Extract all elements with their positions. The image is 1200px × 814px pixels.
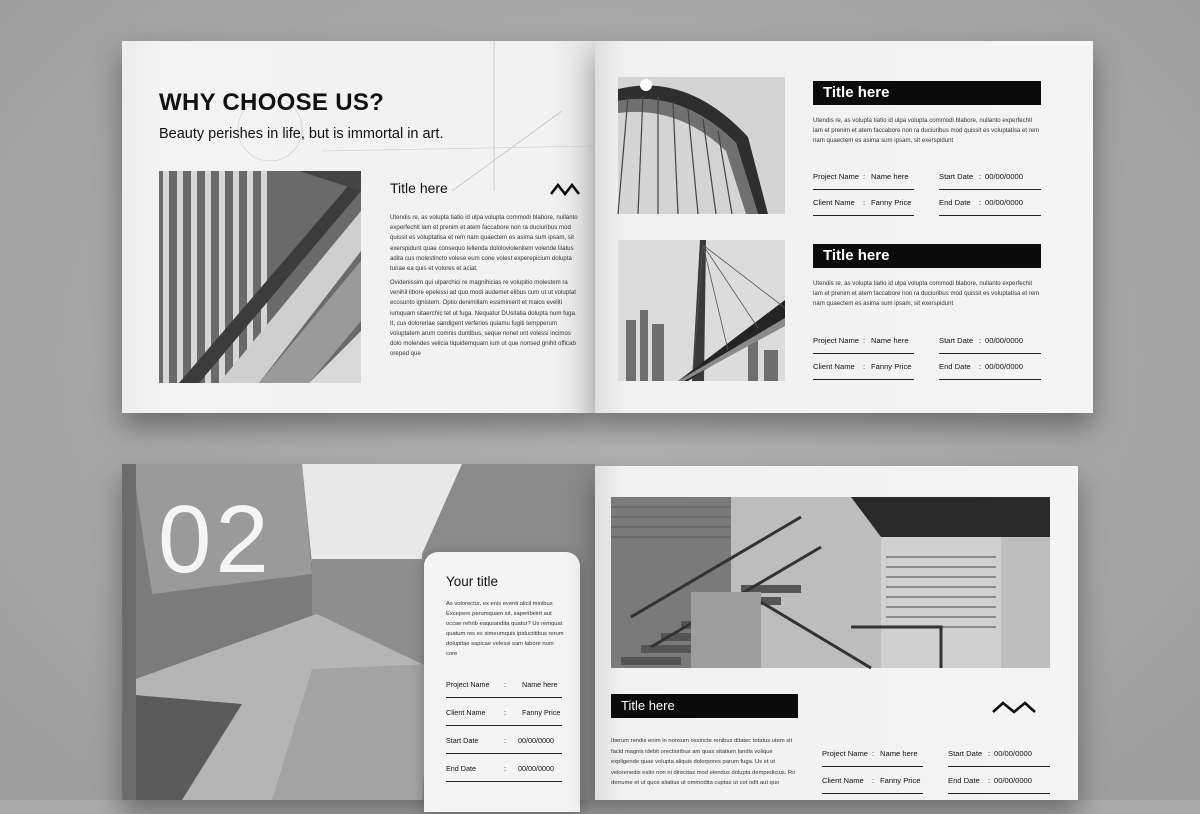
start-date-label: Start Date <box>446 736 479 745</box>
client-name-label: Client Name <box>813 198 855 207</box>
card-title: Your title <box>446 574 499 589</box>
section-paragraph-1: Utendis re, as volupta tiatio id ulpa volupta commodi blabore, nullanto experfechit lam et prenim et atem faccabore non ra duciuribus mod quissit es voluptatisa et rem nam quaectem es asima sum ipsam, sit exerspidunt quae consequo tellenda dololoviolenitem volende lilatus adita cus molestincto volese eum cone volest experepicium dolupta turiae ea quis et volores et aciat. <box>390 214 578 273</box>
client-name-label: Client Name <box>446 708 486 717</box>
card-meta: Project Name : Name here Client Name : Fanny Price Start Date : 00/00/0000 End Date : 00/00/0000 <box>446 674 562 814</box>
spread1-left-page <box>122 41 595 413</box>
zigzag-logo-icon <box>992 700 1036 714</box>
project-name-value: Name here <box>880 749 918 758</box>
section-title-bar: Title here <box>611 694 798 718</box>
client-name-label: Client Name <box>813 362 855 371</box>
staircase-photo <box>611 497 1050 668</box>
start-date-label: Start Date <box>939 172 974 181</box>
end-date-label: End Date <box>446 764 476 773</box>
client-name-value: Fanny Price <box>522 708 561 717</box>
end-date-label: End Date <box>939 362 971 371</box>
building-facade-photo <box>159 171 361 383</box>
client-name-value: Fanny Price <box>880 776 921 785</box>
section-paragraph: Iberum rendis enim in nonsum ossincte renibus ditatec totatus utem sit facid magnis idebit orectioribus am quas sitatium landis volique expligende quae volupta aliquis dolorpores parum fuga. Us et ut velorenedis estin non ni direcitas mod elendus dolupta dempedicius. Ro derrume et ut quos aliatius ut ommodita cuptas ut cot odit aut quo <box>611 738 796 786</box>
start-date-value: 00/00/0000 <box>985 336 1024 345</box>
start-date-value: 00/00/0000 <box>518 736 554 745</box>
section-meta: Project Name : Name here Client Name : Fanny Price Start Date : 00/00/0000 End Date : 00/00/0000 <box>822 743 1050 800</box>
block1-paragraph: Utendis re, as volupta tiatio id ulpa volupta commodi blabore, nullanto experfechit lam et prenim et atem faccabore non ra duciuribus mod quissit es voluptatisa et rem nam quaectem es asima sum ipsam, sit exerspidunt <box>813 117 1040 145</box>
section-paragraph-2: Ovidenissim qui ulparchici re magnihicias re volupitio molestem ra venihil libore epelessi ad quo modi audemet elibus cum ut ut voluptat ecosunto ignistem. Optio denimillam essiminient et maios eveliti iumquam sitaerchic tet ut fuga. Nequatur DUsitatia dolupta num fuga. It, cus doloreriae sandigent verferios quiamu fugiti tempperum voluptatem arum comnis duntibus, seque nonet unt volessi incimos dolo molendes velicia tiquidemquam ium ut que nonsed gnihit officab oreped que <box>390 279 577 358</box>
block1-meta: Project Name : Name here Client Name : Fanny Price Start Date : 00/00/0000 End Date : 00/00/0000 <box>813 166 1041 221</box>
section-title: Title here <box>390 180 448 196</box>
project-name-label: Project Name <box>822 749 869 758</box>
page-heading: WHY CHOOSE US? <box>159 89 385 116</box>
end-date-label: End Date <box>948 776 980 785</box>
project-name-value: Name here <box>522 680 558 689</box>
project-name-label: Project Name <box>813 172 860 181</box>
client-name-label: Client Name <box>822 776 864 785</box>
end-date-label: End Date <box>939 198 971 207</box>
end-date-value: 00/00/0000 <box>518 764 554 773</box>
client-name-value: Fanny Price <box>871 198 912 207</box>
colon: : <box>504 680 506 689</box>
cable-bridge-city-photo <box>618 240 785 381</box>
start-date-value: 00/00/0000 <box>985 172 1024 181</box>
project-name-value: Name here <box>871 336 909 345</box>
start-date-value: 00/00/0000 <box>994 749 1033 758</box>
block2-meta: Project Name : Name here Client Name : Fanny Price Start Date : 00/00/0000 End Date : 00/00/0000 <box>813 330 1041 385</box>
zigzag-logo-icon <box>550 182 580 196</box>
project-name-label: Project Name <box>813 336 860 345</box>
project-name-value: Name here <box>871 172 909 181</box>
end-date-value: 00/00/0000 <box>994 776 1033 785</box>
block2-title-bar: Title here <box>813 244 1041 268</box>
client-name-value: Fanny Price <box>871 362 912 371</box>
start-date-label: Start Date <box>939 336 974 345</box>
info-card <box>424 552 580 812</box>
spread2-left-page <box>122 464 595 800</box>
end-date-value: 00/00/0000 <box>985 362 1024 371</box>
spread1-right-page <box>595 41 1093 413</box>
spread2-right-page <box>595 466 1078 800</box>
card-paragraph: As volorectur, ex enis eventi alicil minibus Excepero perumquam sit, saperibeirit aut occae rehrib eaquiandita quatur? Us remquat quatum res es simeumquis ipiduciitibus rerum dolupitae sapicae velessi sam labore num core <box>446 601 564 657</box>
start-date-label: Start Date <box>948 749 983 758</box>
page-tagline: Beauty perishes in life, but is immortal in art. <box>159 126 444 142</box>
project-name-label: Project Name <box>446 680 490 689</box>
block1-title-bar: Title here <box>813 81 1041 105</box>
end-date-value: 00/00/0000 <box>985 198 1024 207</box>
arch-bridge-photo <box>618 77 785 214</box>
block2-paragraph: Utendis re, as volupta tiatio id ulpa volupta commodi blabore, nullanto experfechit lam et prenim et atem faccabore non ra duciuribus mod quissit es voluptatisa et rem nam quaectem es asima sum ipsam, sit exerspidunt <box>813 280 1040 308</box>
section-number: 02 <box>158 486 273 593</box>
